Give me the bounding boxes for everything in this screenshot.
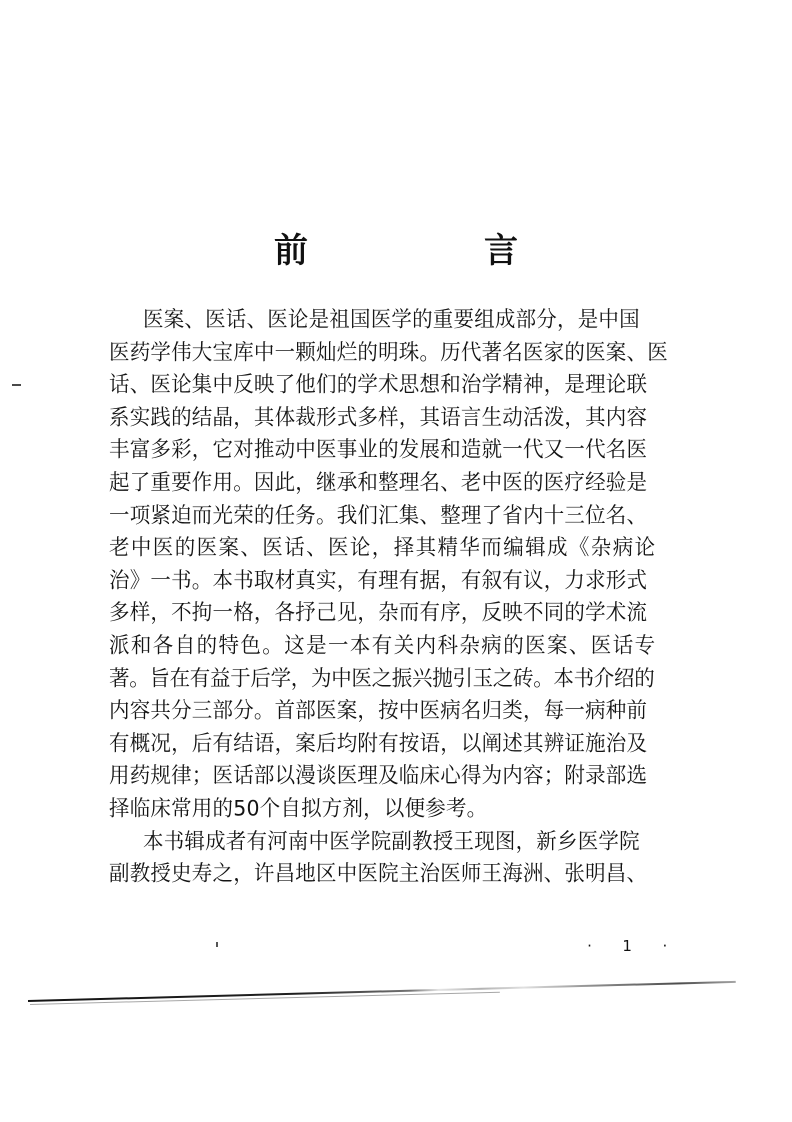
text-line: 一项紧迫而光荣的任务。我们汇集、整理了省内十三位名、 [109,501,648,528]
text-line: 内容共分三部分。首部医案，按中医病名归类，每一病种前 [109,697,648,723]
page-edge-shadow [28,981,736,1002]
folio-label: · 1 · [587,937,675,955]
page-title: 前 言 [274,231,554,271]
text-line: 医案、医话、医论是祖国医学的重要组成部分，是中国 [143,306,640,332]
text-line: 用药规律；医话部以漫谈医理及临床心得为内容；附录部选 [109,762,648,788]
page-number [540,916,675,976]
text-line: 系实践的结晶，其体裁形式多样，其语言生动活泼，其内容 [109,404,648,430]
body-text-block [109,302,668,889]
text-line: 医药学伟大宝库中一颗灿烂的明珠。历代著名医家的医案、医 [109,338,668,365]
text-line: 副教授史寿之，许昌地区中医院主治医师王海洲、张明昌、 [109,860,648,886]
text-line: 起了重要作用。因此，继承和整理名、老中医的医疗经验是 [109,469,648,495]
paragraph-2 [109,824,648,889]
text-line: 择临床常用的50个自拟方剂，以便参考。 [109,795,488,821]
margin-dash-mark-icon [12,384,21,386]
text-line: 老中医的医案、医话、医论，择其精华而编辑成《杂病论 [109,534,657,560]
text-line: 话、医论集中反映了他们的学术思想和治学精神，是理论联 [109,371,648,397]
text-line: 治》一书。本书取材真实，有理有据，有叙有议，力求形式 [109,566,648,593]
dust-speck-icon [216,942,218,947]
text-line: 派和各自的特色。这是一本有关内科杂病的医案、医话专 [109,632,657,658]
paragraph-1 [109,302,668,824]
text-line: 著。旨在有益于后学，为中医之振兴抛引玉之砖。本书介绍的 [109,664,655,691]
text-line: 有概况，后有结语，案后均附有按语，以阐述其辨证施治及 [109,729,648,756]
text-line: 多样，不拘一格，各抒己见，杂而有序，反映不同的学术流 [109,599,648,626]
text-line: 丰富多彩，它对推动中医事业的发展和造就一代又一代名医 [109,436,648,463]
text-line: 本书辑成者有河南中医学院副教授王现图，新乡医学院 [143,827,640,854]
